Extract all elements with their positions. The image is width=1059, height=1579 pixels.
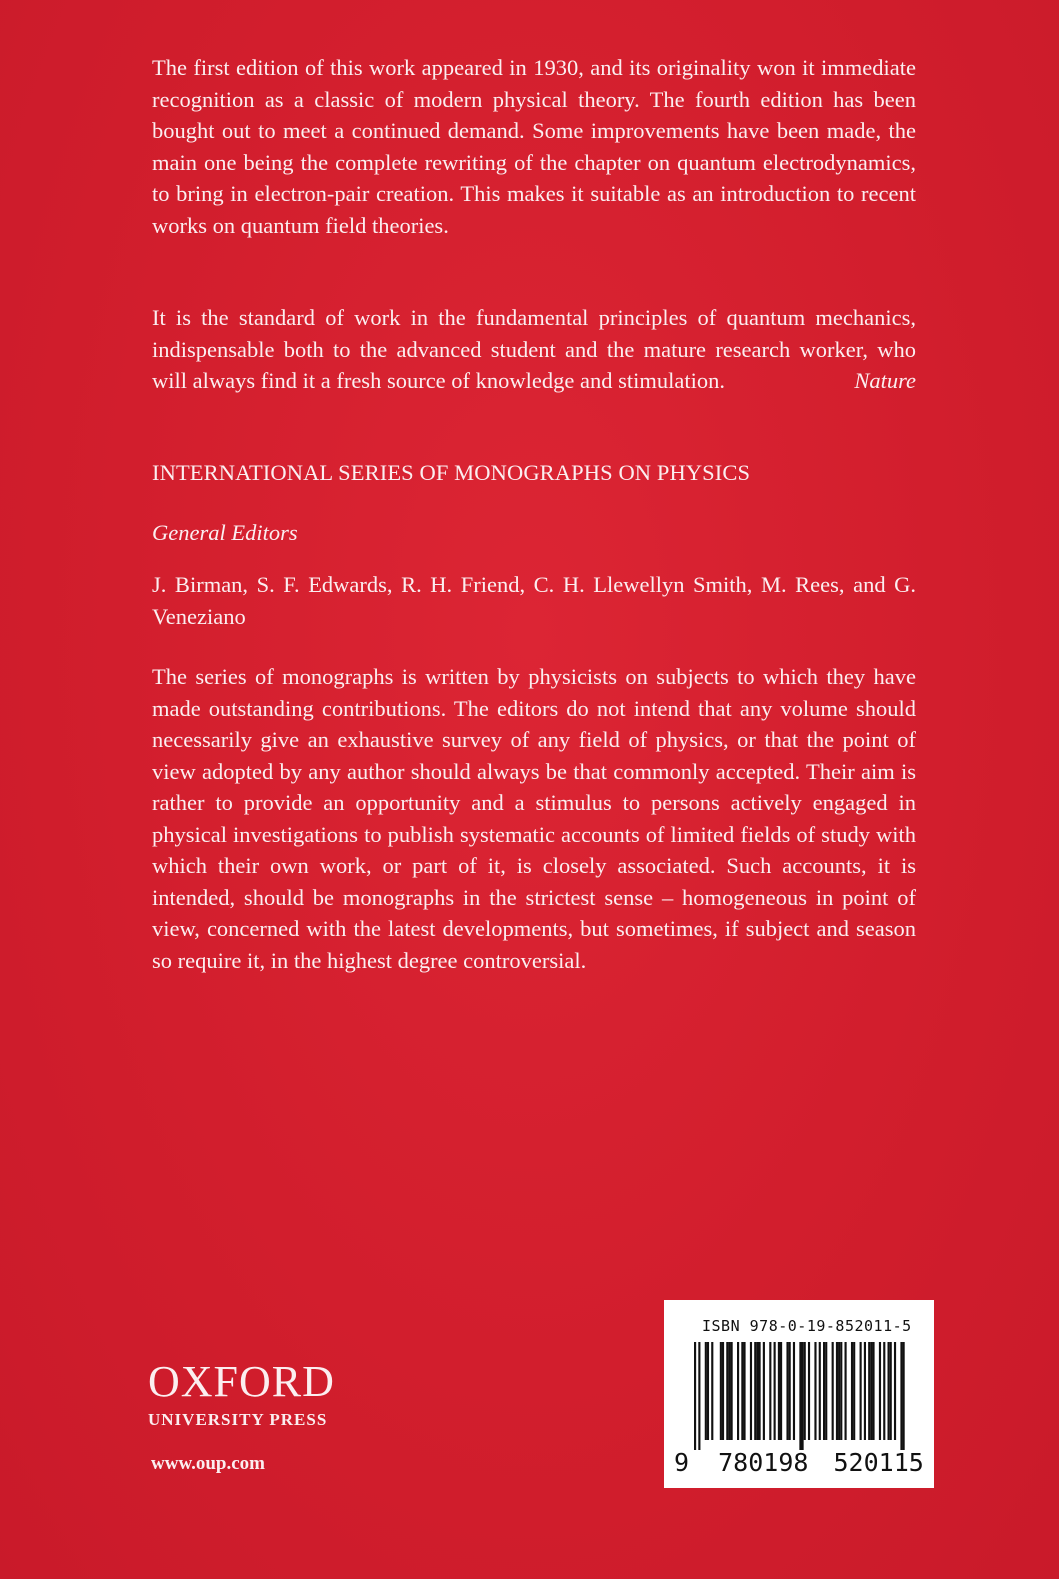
barcode-bar (883, 1342, 885, 1440)
barcode-bar (825, 1342, 827, 1440)
series-title: INTERNATIONAL SERIES OF MONOGRAPHS ON PHYSICS (152, 460, 751, 485)
barcode-bar (814, 1342, 816, 1440)
description-paragraph: The first edition of this work appeared in 1930, and its originality won it immediate recognition as a classic of modern physical theory. The fourth edition has been bought out to meet a continued demand. Some improvements have been made, the main one being the complete rewriting of the chapter on quantum electrodynamics, to bring in electron-pair creation. This makes it suitable as an introduction to recent works on quantum field theories. (152, 55, 916, 238)
barcode-bar (793, 1342, 795, 1440)
editors-list: J. Birman, S. F. Edwards, R. H. Friend, C. H. Llewellyn Smith, M. Rees, and G. Veneziano (152, 572, 916, 629)
barcode-bar (707, 1342, 709, 1440)
barcode-bar (786, 1342, 788, 1440)
barcode-digits (674, 1448, 924, 1477)
barcode-bar (731, 1342, 733, 1440)
barcode-bar (763, 1342, 765, 1440)
barcode-digits-left: 780198 (718, 1448, 809, 1477)
barcode-bar (894, 1342, 896, 1440)
barcode-bar (868, 1342, 870, 1440)
barcode-bar (780, 1342, 782, 1440)
barcode-box (664, 1300, 934, 1488)
barcode-bar (741, 1342, 743, 1440)
barcode-bar (726, 1342, 728, 1440)
barcode-bar (890, 1342, 892, 1440)
barcode-bar (851, 1342, 853, 1440)
barcode-bar (870, 1342, 872, 1440)
series-description: The series of monographs is written by physicists on subjects to which they have made outstanding contributions. The editors do not intend that any volume should necessarily give an exhaustive survey of any field of physics, or that the point of view adopted by any author should always be that commonly accepted. Their aim is rather to provide an opportunity and a stimulus to persons actively engaged in physical investigations to publish systematic accounts of limited fields of study with which their own work, or part of it, is closely associated. Such accounts, it is intended, should be monographs in the strictest sense – homogeneous in point of view, concerned with the latest developments, but sometimes, if subject and season so require it, in the highest degree controversial. (152, 664, 916, 973)
barcode-bar (722, 1342, 724, 1440)
barcode-bar (879, 1342, 881, 1440)
review-quote (152, 302, 916, 397)
logo-wordmark: OXFORD (148, 1357, 335, 1406)
barcode-digit-first: 9 (674, 1448, 690, 1477)
barcode-bar (756, 1342, 758, 1440)
barcode-bar (698, 1342, 700, 1450)
barcode-bar (864, 1342, 866, 1440)
barcode-bar (799, 1342, 801, 1450)
barcode-bar (845, 1342, 847, 1440)
barcode-bar (823, 1342, 825, 1440)
barcode-bar (774, 1342, 776, 1440)
barcode-bar (819, 1342, 821, 1440)
barcode-bar (802, 1342, 804, 1450)
barcode-bar (759, 1342, 761, 1440)
review-quote-text: It is the standard of work in the fundamental principles of quantum mechanics, indispensable both to the advanced student and the mature research worker, who will always find it a fresh source of knowledge and stimulation. (152, 305, 916, 393)
barcode-bar (853, 1342, 855, 1440)
editors-heading: General Editors (152, 520, 298, 545)
barcode-bar (720, 1342, 722, 1440)
logo-subtitle: UNIVERSITY PRESS (148, 1410, 328, 1429)
barcode-bar (804, 1342, 806, 1440)
barcode-bar (860, 1342, 862, 1440)
barcode-bar (836, 1342, 838, 1440)
barcode-bar (743, 1342, 745, 1440)
barcode-bar (705, 1342, 707, 1440)
barcode-bar (808, 1342, 810, 1440)
barcode-bar (711, 1342, 713, 1440)
barcode-bar (754, 1342, 756, 1440)
barcode-bar (840, 1342, 842, 1440)
barcode-bar (769, 1342, 771, 1440)
oxford-logo (148, 1357, 335, 1430)
barcode-bar (694, 1342, 696, 1450)
barcode-bar (750, 1342, 752, 1440)
barcode-digits-right: 520115 (833, 1448, 924, 1477)
barcode-bar (838, 1342, 840, 1440)
isbn-label: ISBN 978-0-19-852011-5 (702, 1317, 912, 1335)
barcode-bar (789, 1342, 791, 1440)
barcode-bar (888, 1342, 890, 1440)
barcode-bar (903, 1342, 905, 1450)
quote-attribution: Nature (854, 368, 916, 393)
barcode-bar (728, 1342, 730, 1440)
barcode-bar (832, 1342, 834, 1440)
barcode-bar (778, 1342, 780, 1440)
barcode-bar (900, 1342, 902, 1450)
barcode-icon (694, 1342, 906, 1452)
publisher-url: www.oup.com (151, 1453, 266, 1474)
barcode-bar (872, 1342, 874, 1440)
barcode-bar (737, 1342, 739, 1440)
